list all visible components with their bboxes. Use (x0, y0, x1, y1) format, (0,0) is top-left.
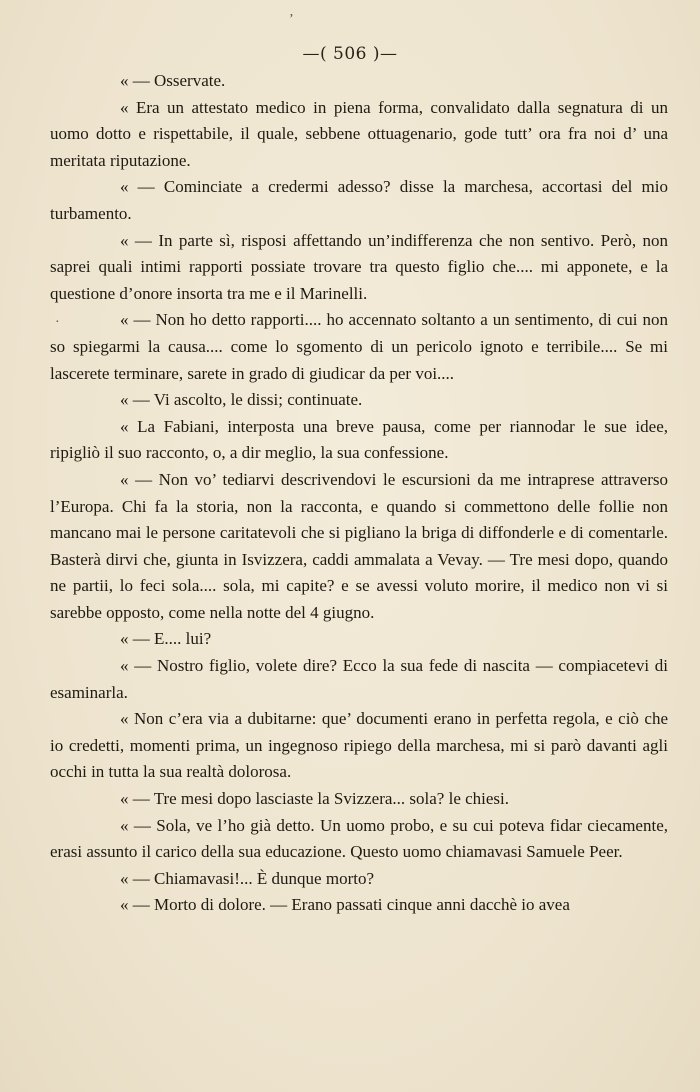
body-text (50, 68, 668, 919)
paragraph: « — Vi ascolto, le dissi; continuate. (120, 390, 363, 410)
paragraph: « — Non ho detto rapporti.... ho accennato soltanto a un sentimento, di cui non so spiegarmi la causa.... come lo sgomento di un pericolo ignoto e terribile.... Se mi lascerete terminare, sarete in grado di giudicar da per voi.... (50, 310, 668, 383)
paragraph: « — Morto di dolore. — Erano passati cinque anni dacchè io avea (120, 895, 570, 915)
paragraph: « — Tre mesi dopo lasciaste la Svizzera... sola? le chiesi. (120, 789, 510, 809)
paragraph: « La Fabiani, interposta una breve pausa, come per riannodar le sue idee, ripigliò il suo racconto, o, a dir meglio, la sua confessione. (50, 416, 668, 463)
paragraph: « — Sola, ve l’ho già detto. Un uomo probo, e su cui poteva fidar ciecamente, erasi assunto il carico della sua educazione. Questo uomo chiamavasi Samuele Peer. (50, 815, 668, 862)
paragraph: « — Nostro figlio, volete dire? Ecco la sua fede di nascita — compiacetevi di esaminarla. (50, 656, 668, 702)
paper-speck: ʼ (289, 12, 294, 27)
paragraph: « Non c’era via a dubitarne: que’ documenti erano in perfetta regola, e ciò che io credetti, momenti prima, un ingegnoso ripiego della marchesa, mi si parò davanti agli occhi in tutta la sua realtà dolorosa. (50, 709, 668, 782)
paragraph: « Era un attestato medico in piena forma, convalidato dalla segnatura di un uomo dotto e rispettabile, il quale, sebbene ottuagenario, gode tutt’ ora fra noi d’ una meritata riputazione. (50, 97, 668, 170)
margin-dot: · (55, 315, 60, 330)
paragraph: « — In parte sì, risposi affettando un’indifferenza che non sentivo. Però, non saprei quali intimi rapporti possiate trovare tra questo figlio che.... mi apponete, e la questione d’onore insorta tra me e il Marinelli. (50, 230, 668, 303)
paragraph: « — Cominciate a credermi adesso? disse la marchesa, accortasi del mio turbamento. (50, 177, 668, 223)
paragraph: « — Chiamavasi!... È dunque morto? (120, 868, 375, 888)
page-number: —( 506 )— (302, 44, 398, 64)
paragraph: « — Osservate. (120, 71, 226, 90)
paragraph: « — E.... lui? (120, 629, 212, 649)
paragraph: « — Non vo’ tediarvi descrivendovi le escursioni da me intraprese attraverso l’Europa. Chi fa la storia, non la racconta, e quando si commettono delle follie non mancano mai le persone caritatevoli che si pigliano la briga di diffonderle e di comentarle. Basterà dirvi che, giunta in Isvizzera, caddi ammalata a Vevay. — Tre mesi dopo, quando ne partii, lo feci sola.... sola, mi capite? e se avessi voluto morire, il medico non vi si sarebbe opposto, come nella notte del 4 giugno. (50, 469, 668, 622)
